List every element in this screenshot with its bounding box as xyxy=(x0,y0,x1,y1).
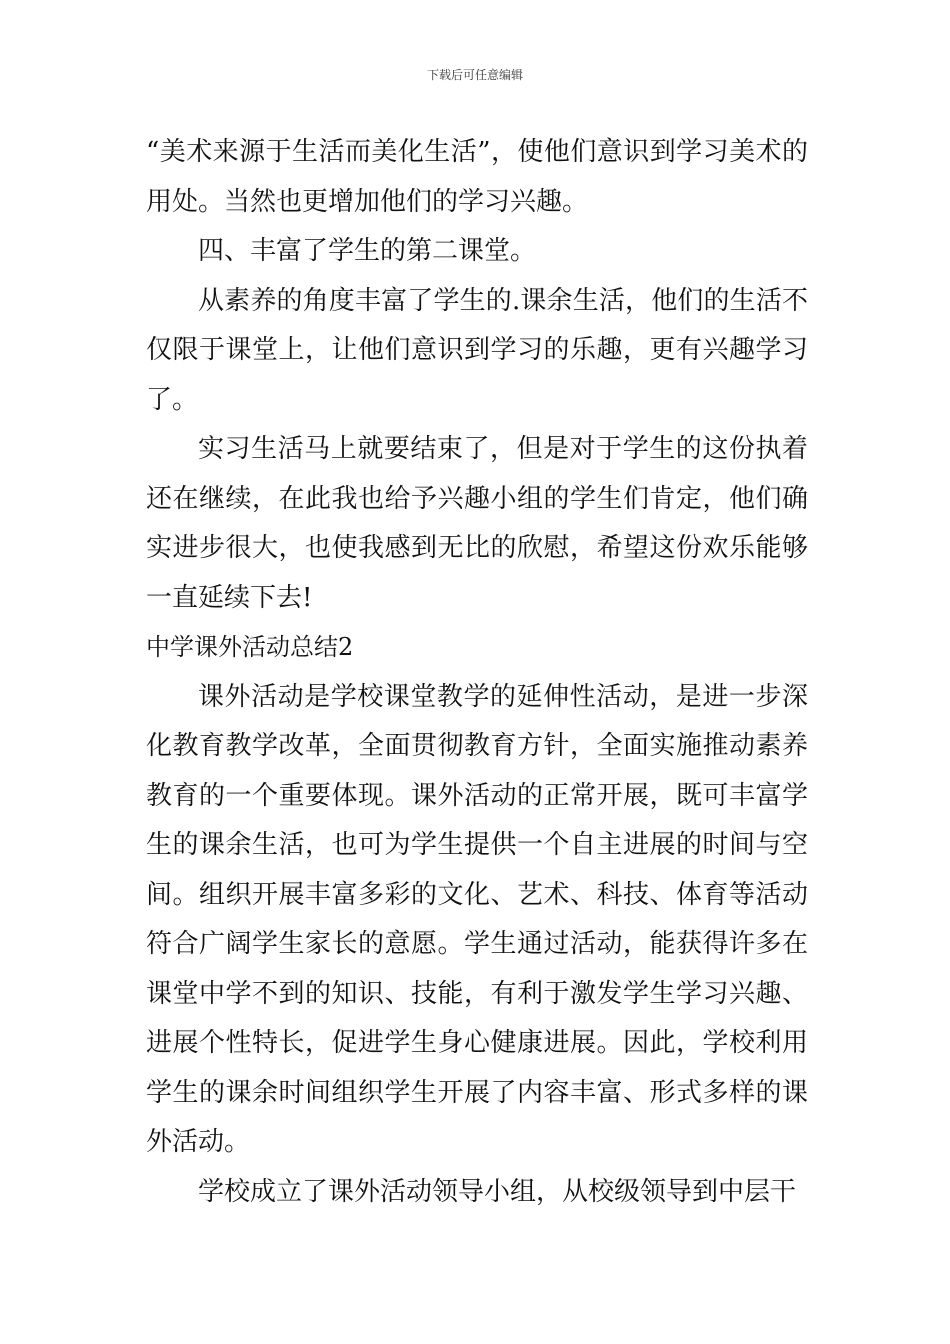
paragraph-extracurricular-life: 从素养的角度丰富了学生的.课余生活，他们的生活不仅限于课堂上，让他们意识到学习的乐趣，更有兴趣学习了。 xyxy=(146,285,808,415)
paragraph-section-four: 四、丰富了学生的第二课堂。 xyxy=(198,236,537,266)
document-body xyxy=(146,128,808,1217)
page-header: 下载后可任意编辑 xyxy=(426,68,523,82)
paragraph-activities-overview: 课外活动是学校课堂教学的延伸性活动，是进一步深化教育教学改革，全面贯彻教育方针，全面实施推动素养教育的一个重要体现。课外活动的正常开展，既可丰富学生的课余生活，也可为学生提供一个自主进展的时间与空间。组织开展丰富多彩的文化、艺术、科技、体育等活动符合广阔学生家长的意愿。学生通过活动，能获得许多在课堂中学不到的知识、技能，有利于激发学生学习兴趣、进展个性特长，促进学生身心健康进展。因此，学校利用学生的课余时间组织学生开展了内容丰富、形式多样的课外活动。 xyxy=(146,681,808,1157)
paragraph-leadership-group: 学校成立了课外活动领导小组，从校级领导到中层干 xyxy=(198,1176,797,1207)
section-title: 中学课外活动总结2 xyxy=(146,633,354,661)
paragraph-internship-ending: 实习生活马上就要结束了，但是对于学生的这份执着还在继续，在此我也给予兴趣小组的学生们肯定，他们确实进步很大，也使我感到无比的欣慰，希望这份欢乐能够一直延续下去! xyxy=(146,434,808,613)
paragraph-continued: “美术来源于生活而美化生活”，使他们意识到学习美术的用处。当然也更增加他们的学习兴趣。 xyxy=(146,137,808,217)
